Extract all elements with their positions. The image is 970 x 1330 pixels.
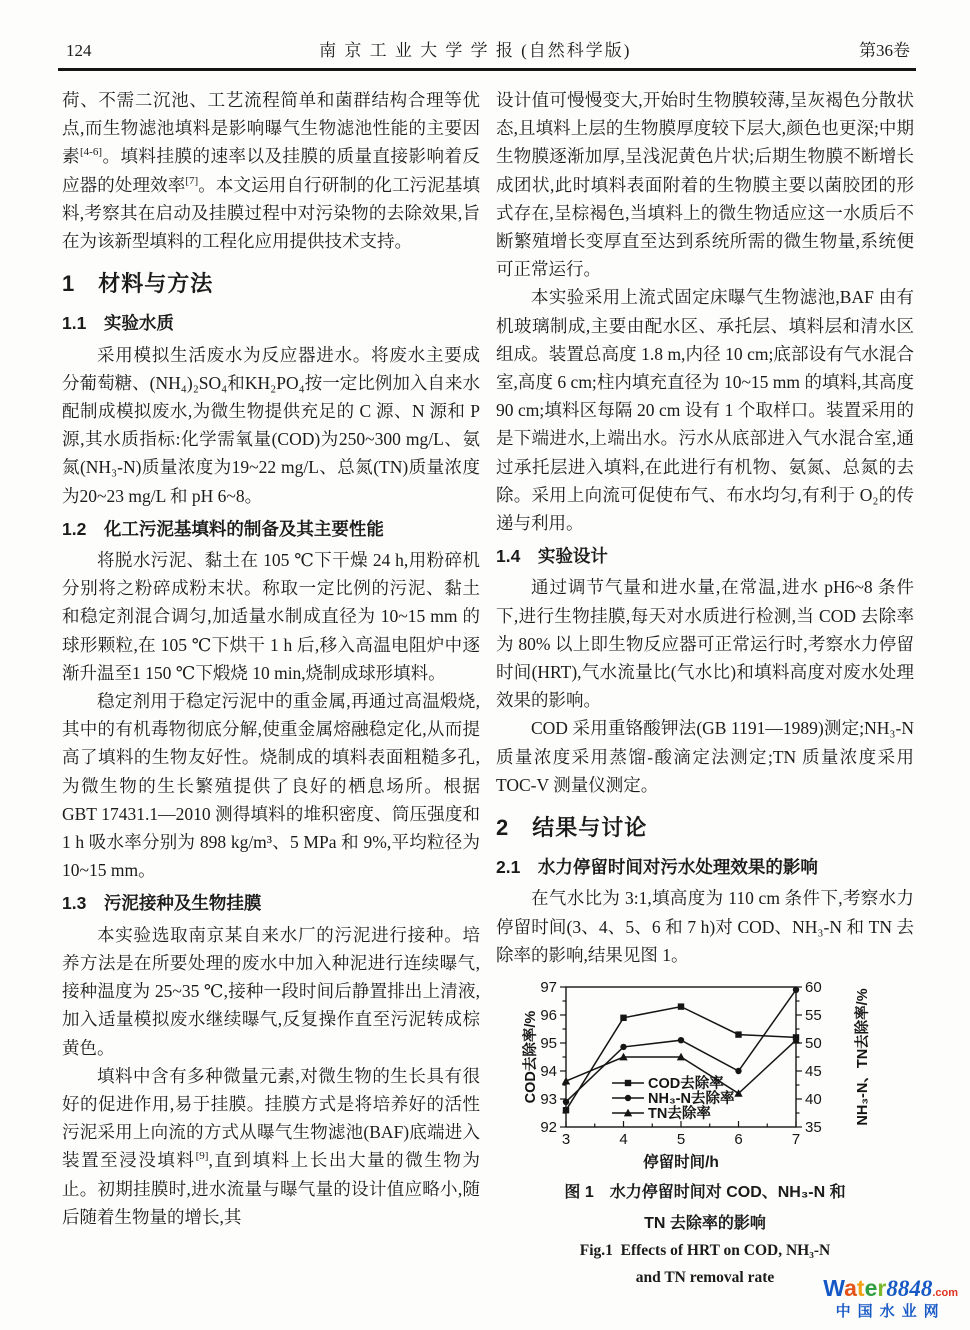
tick-label: 5 (676, 1131, 686, 1149)
marker-square (563, 1107, 569, 1113)
marker-triangle (562, 1077, 570, 1085)
marker-circle (678, 1037, 684, 1043)
text-segment: 本实验选取南京某自来水厂的污泥进行接种。培养方法是在所要处理的废水中加入种泥进行连续曝气,接种温度为 25~35 ℃,接种一段时间后静置排出上清液,加入适量模拟废水继续曝气,反复操作直至污泥转成棕黄色。 (62, 924, 480, 1058)
paragraph (496, 884, 914, 969)
tick-label: 35 (805, 1119, 822, 1137)
legend-label: COD去除率 (648, 1076, 724, 1093)
left-axis (522, 979, 566, 1136)
left-column (62, 86, 480, 1231)
logo-letter: W (823, 1275, 845, 1302)
logo-letter: .com (932, 1287, 958, 1300)
text-segment: 通过调节气量和进水量,在常温,进水 pH6~8 条件下,进行生物挂膜,每天对水质进行检测,当 COD 去除率为 80% 以上即生物反应器可正常运行时,考察水力停留时间(HRT),气水流量比(气水比)和填料高度对废水处理效果的影响。 (496, 577, 914, 711)
header-rule (58, 68, 916, 71)
x-axis (562, 1121, 800, 1171)
page-number: 124 (66, 41, 92, 60)
section-heading: 2 结果与讨论 (496, 815, 648, 841)
tick-label: 95 (540, 1035, 557, 1053)
tick-label: 55 (805, 1007, 822, 1025)
tick-label: 94 (540, 1063, 557, 1081)
paragraph (62, 86, 480, 255)
tick-label: 3 (561, 1131, 571, 1149)
tick-label: 97 (540, 979, 557, 997)
tick-label: 60 (805, 979, 822, 997)
tick-label: 4 (619, 1131, 628, 1149)
logo-letter: 8848 (886, 1276, 933, 1302)
tick-label: 96 (540, 1007, 557, 1025)
paragraph (62, 341, 480, 510)
watermark-subtitle: 中国水业网 (835, 1302, 946, 1320)
subsection-heading: 1.2 化工污泥基填料的制备及其主要性能 (62, 518, 384, 539)
marker-square (620, 1015, 626, 1021)
logo-letter: t (856, 1275, 865, 1302)
tick-label: 7 (791, 1131, 801, 1149)
page-header (66, 36, 910, 61)
text-segment: 在气水比为 3:1,填高度为 110 cm 条件下,考察水力停留时间(3、4、5、6 和 7 h)对 COD、NH₃-N 和 TN 去除率的影响,结果见图 1。 (496, 888, 914, 965)
text-segment: 本实验采用上流式固定床曝气生物滤池,BAF 由有机玻璃制成,主要由配水区、承托层、填料层和清水区组成。装置总高度 1.8 m,内径 10 cm;底部设有气水混合室,高度 6 cm;柱内填充直径为 10~15 mm 的填料,其高度 90 cm;填料区每隔 20 cm 设有 1 个取样口。装置采用的是下端进水,上端出水。污水从底部进入气水混合室,通过承托层进入填料,在此进行有机物、氨氮、总氮的去除。采用上向流可促使布气、布水均匀,有利于 O₂的传递与利用。 (496, 287, 914, 534)
text-segment: 荷、不需二沉池、工艺流程简单和菌群结构合理等优点,而生物滤池填料是影响曝气生物滤池性能的主要因素 (62, 90, 480, 167)
logo-letter: r (877, 1275, 887, 1302)
text-segment: 采用模拟生活废水为反应器进水。将废水主要成分葡萄糖、(NH₄)₂SO₄和KH₂PO₄按一定比例加入自来水配制成模拟废水,为微生物提供充足的 C 源、N 源和 P 源,其水质指标:化学需氧量(COD)为250~300 mg/L、氨氮(NH₃-N)质量浓度为19~22 mg/L、总氮(TN)质量浓度为20~23 mg/L 和 pH 6~8。 (62, 344, 480, 506)
text-segment: ,直到填料上长出大量的微生物为止。初期挂膜时,进水流量与曝气量的设计值应略小,随后随着生物量的增长,其 (62, 1150, 481, 1227)
citation-ref: [7] (185, 174, 199, 187)
figure-1 (496, 977, 914, 1291)
subsection-heading: 2.1 水力停留时间对污水处理效果的影响 (496, 857, 818, 878)
volume-number: 第36卷 (858, 41, 910, 60)
marker-circle (625, 1095, 631, 1101)
legend-label: NH₃-N去除率 (648, 1091, 735, 1108)
marker-square (678, 1003, 684, 1009)
citation-ref: [9] (195, 1150, 209, 1163)
text-segment: 。本文运用自行研制的化工污泥基填料,考察其在启动及挂膜过程中对污染物的去除效果,旨在为该新型填料的工程化应用提供技术支持。 (62, 174, 481, 252)
paragraph (496, 573, 914, 714)
journal-title: 南 京 工 业 大 学 学 报 (自然科学版) (319, 41, 632, 60)
right-axis-title: NH₃-N、TN去除率/% (855, 988, 871, 1126)
paragraph (496, 714, 914, 799)
marker-circle (793, 987, 799, 993)
tick-label: 92 (540, 1119, 557, 1137)
right-axis (796, 979, 871, 1136)
tick-label: 93 (540, 1091, 557, 1109)
paragraph (496, 283, 914, 537)
paragraph (62, 1062, 480, 1231)
x-axis-title: 停留时间/h (643, 1154, 719, 1172)
citation-ref: [4-6] (80, 146, 102, 159)
paragraph (62, 546, 480, 687)
paragraph (62, 687, 480, 884)
paragraph (496, 86, 914, 283)
left-axis-title: COD去除率/% (523, 1010, 539, 1104)
marker-circle (620, 1044, 626, 1050)
right-column (496, 86, 914, 1291)
legend (612, 1074, 735, 1122)
figure-caption-en-line1: Fig.1 Effects of HRT on COD, NH₃-N (579, 1242, 831, 1260)
text-segment: 设计值可慢慢变大,开始时生物膜较薄,呈灰褐色分散状态,且填料上层的生物膜厚度较下层大,颜色也更深;中期生物膜逐渐加厚,呈浅泥黄色片状;后期生物膜不断增长成团状,此时填料表面附着的生物膜主要以菌胶团的形式存在,呈棕褐色,当填料上的微生物适应这一水质后不断繁殖增长变厚直至达到系统所需的微生物量,系统便可正常运行。 (496, 90, 914, 280)
subsection-heading: 1.4 实验设计 (496, 546, 608, 567)
tick-label: 50 (805, 1035, 822, 1053)
tick-label: 45 (805, 1063, 822, 1081)
subsection-heading: 1.3 污泥接种及生物挂膜 (62, 893, 262, 914)
logo-letter: e (864, 1275, 878, 1302)
marker-square (735, 1031, 741, 1037)
marker-circle (563, 1099, 569, 1105)
water8848-watermark (823, 1276, 958, 1320)
water8848-logo (823, 1276, 958, 1301)
marker-square (625, 1080, 631, 1086)
hrt-removal-chart (522, 977, 914, 1175)
subsection-heading: 1.1 实验水质 (62, 313, 174, 334)
paragraph (62, 921, 480, 1062)
text-segment: 稳定剂用于稳定污泥中的重金属,再通过高温煅烧,其中的有机毒物彻底分解,使重金属熔融稳定化,从而提高了填料的生物友好性。烧制成的填料表面粗糙多孔,为微生物的生长繁殖提供了良好的栖息场所。根据 GBT 17431.1—2010 测得填料的堆积密度、筒压强度和 1 h 吸水率分别为 898 kg/m³、5 MPa 和 9%,平均粒径为 10~15 mm。 (62, 691, 480, 881)
legend-label: TN去除率 (648, 1106, 711, 1123)
tick-label: 6 (734, 1131, 743, 1149)
section-heading: 1 材料与方法 (62, 271, 214, 297)
logo-letter: a (844, 1275, 857, 1302)
text-segment: COD 采用重铬酸钾法(GB 1191—1989)测定;NH₃-N 质量浓度采用蒸馏-酸滴定法测定;TN 质量浓度采用 TOC-V 测量仪测定。 (496, 718, 914, 795)
text-segment: 。填料挂膜的速率以及挂膜的质量直接影响着反应器的处理效率 (62, 146, 480, 195)
text-segment: 将脱水污泥、黏土在 105 ℃下干燥 24 h,用粉碎机分别将之粉碎成粉末状。称取一定比例的污泥、黏土和稳定剂混合调匀,加适量水制成直径为 10~15 mm 的球形颗粒,在 105 ℃下烘干 1 h 后,移入高温电阻炉中逐渐升温至1 150 ℃下煅烧 10 min,烧制成球形填料。 (62, 550, 480, 683)
marker-circle (735, 1068, 741, 1074)
figure-caption-en-line2: and TN removal rate (635, 1269, 775, 1287)
figure-caption-cn-line1: 图 1 水力停留时间对 COD、NH₃-N 和 (564, 1184, 846, 1202)
tick-label: 40 (805, 1091, 822, 1109)
text-segment: 填料中含有多种微量元素,对微生物的生长具有很好的促进作用,易于挂膜。挂膜方式是将培养好的活性污泥采用上向流的方式从曝气生物滤池(BAF)底端进入装置至浸没填料 (62, 1065, 480, 1171)
figure-caption-cn-line2: TN 去除率的影响 (644, 1215, 766, 1233)
